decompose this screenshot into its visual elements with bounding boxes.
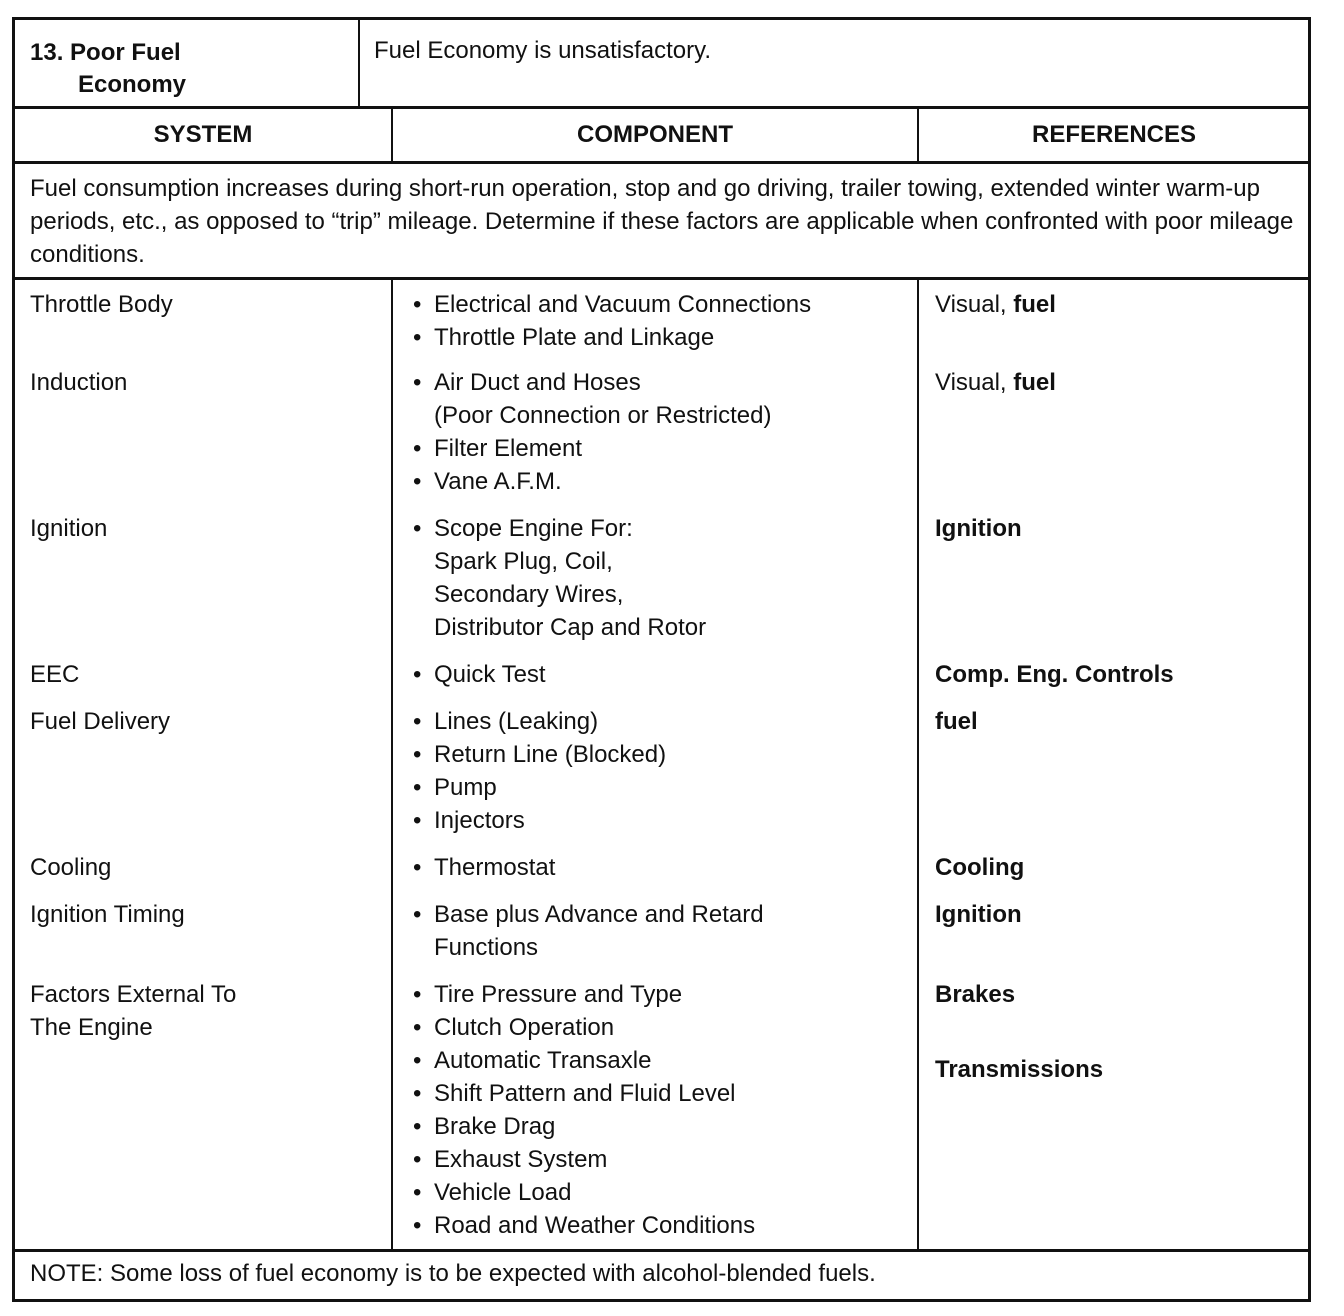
- system-cell: Cooling: [30, 854, 112, 881]
- intro-divider: [15, 277, 1308, 280]
- system-cell: Throttle Body: [30, 291, 173, 318]
- condition-title-line1: 13. Poor Fuel: [30, 39, 181, 66]
- component-item: • Brake Drag: [413, 1110, 755, 1143]
- header-references: REFERENCES: [1031, 121, 1197, 148]
- system-cell: Ignition: [30, 515, 108, 542]
- title-divider: [358, 20, 360, 106]
- component-item: • Exhaust System: [413, 1143, 755, 1176]
- reference-cell: [935, 705, 978, 738]
- reference-cell: [935, 288, 1056, 321]
- component-item: Functions: [434, 934, 539, 961]
- component-item: Distributor Cap and Rotor: [434, 614, 707, 641]
- system-cell: Fuel Delivery: [30, 708, 171, 735]
- reference-bold: Brakes: [935, 981, 1016, 1008]
- component-item: • Air Duct and Hoses: [413, 366, 771, 399]
- component-item: • Injectors: [413, 804, 666, 837]
- component-item: • Automatic Transaxle: [413, 1044, 755, 1077]
- condition-title: [30, 37, 186, 101]
- condition-title-line2: Economy: [78, 71, 187, 98]
- body-divider-2: [917, 280, 919, 1249]
- reference-plain: Visual,: [935, 291, 1014, 318]
- component-item: • Scope Engine For:: [413, 512, 706, 545]
- component-item: • Lines (Leaking): [413, 705, 666, 738]
- header-component: COMPONENT: [577, 121, 733, 148]
- intro-paragraph: Fuel consumption increases during short-run operation, stop and go driving, trailer towing, extended winter warm-up periods, etc., as opposed to “trip” mileage. Determine if these factors are applicable when confronted with poor mileage conditions.: [30, 175, 1294, 268]
- system-cell: [30, 978, 236, 1044]
- title-row: [15, 20, 1308, 109]
- component-item: • Throttle Plate and Linkage: [413, 321, 811, 354]
- reference-cell: [935, 366, 1056, 399]
- component-cell: [413, 851, 555, 884]
- reference-cell: [935, 898, 1022, 931]
- reference-bold: Ignition: [935, 901, 1022, 928]
- component-item: Secondary Wires,: [434, 581, 624, 608]
- system-cell: Ignition Timing: [30, 901, 185, 928]
- component-cell: [413, 512, 706, 644]
- component-cell: [413, 658, 546, 691]
- column-header-row: [15, 109, 1308, 164]
- system-cell: Induction: [30, 369, 128, 396]
- component-cell: [413, 366, 771, 498]
- component-item: • Clutch Operation: [413, 1011, 755, 1044]
- header-system: SYSTEM: [153, 121, 253, 148]
- reference-plain: Visual,: [935, 369, 1014, 396]
- component-cell: [413, 898, 764, 964]
- component-item: • Filter Element: [413, 432, 771, 465]
- reference-bold: Cooling: [935, 854, 1025, 881]
- reference-bold: fuel: [935, 708, 978, 735]
- diagnosis-table: [12, 17, 1311, 1302]
- component-item: • Quick Test: [413, 658, 546, 691]
- component-item: Spark Plug, Coil,: [434, 548, 613, 575]
- component-item: • Electrical and Vacuum Connections: [413, 288, 811, 321]
- condition-description: Fuel Economy is unsatisfactory.: [374, 37, 712, 64]
- component-item: • Road and Weather Conditions: [413, 1209, 755, 1242]
- component-item: • Vehicle Load: [413, 1176, 755, 1209]
- component-item: • Tire Pressure and Type: [413, 978, 755, 1011]
- component-item: (Poor Connection or Restricted): [434, 402, 772, 429]
- component-item: • Shift Pattern and Fluid Level: [413, 1077, 755, 1110]
- reference-cell: [935, 851, 1024, 884]
- reference-cell: [935, 978, 1103, 1086]
- component-item: • Return Line (Blocked): [413, 738, 666, 771]
- reference-bold: Comp. Eng. Controls: [935, 661, 1174, 688]
- system-line: Factors External To: [30, 981, 237, 1008]
- component-cell: [413, 705, 666, 837]
- note-divider: [15, 1249, 1308, 1252]
- component-cell: [413, 978, 755, 1242]
- component-item: • Pump: [413, 771, 666, 804]
- system-line: The Engine: [30, 1014, 153, 1041]
- note-text: NOTE: Some loss of fuel economy is to be expected with alcohol-blended fuels.: [30, 1260, 876, 1287]
- component-cell: [413, 288, 811, 354]
- body-divider-1: [391, 280, 393, 1249]
- component-item: • Base plus Advance and Retard: [413, 898, 764, 931]
- reference-cell: [935, 658, 1174, 691]
- component-item: • Thermostat: [413, 851, 555, 884]
- reference-bold: Transmissions: [935, 1056, 1104, 1083]
- reference-cell: [935, 512, 1022, 545]
- reference-bold: fuel: [1013, 369, 1056, 396]
- component-item: • Vane A.F.M.: [413, 465, 771, 498]
- system-cell: EEC: [30, 661, 80, 688]
- reference-bold: Ignition: [935, 515, 1022, 542]
- reference-bold: fuel: [1013, 291, 1056, 318]
